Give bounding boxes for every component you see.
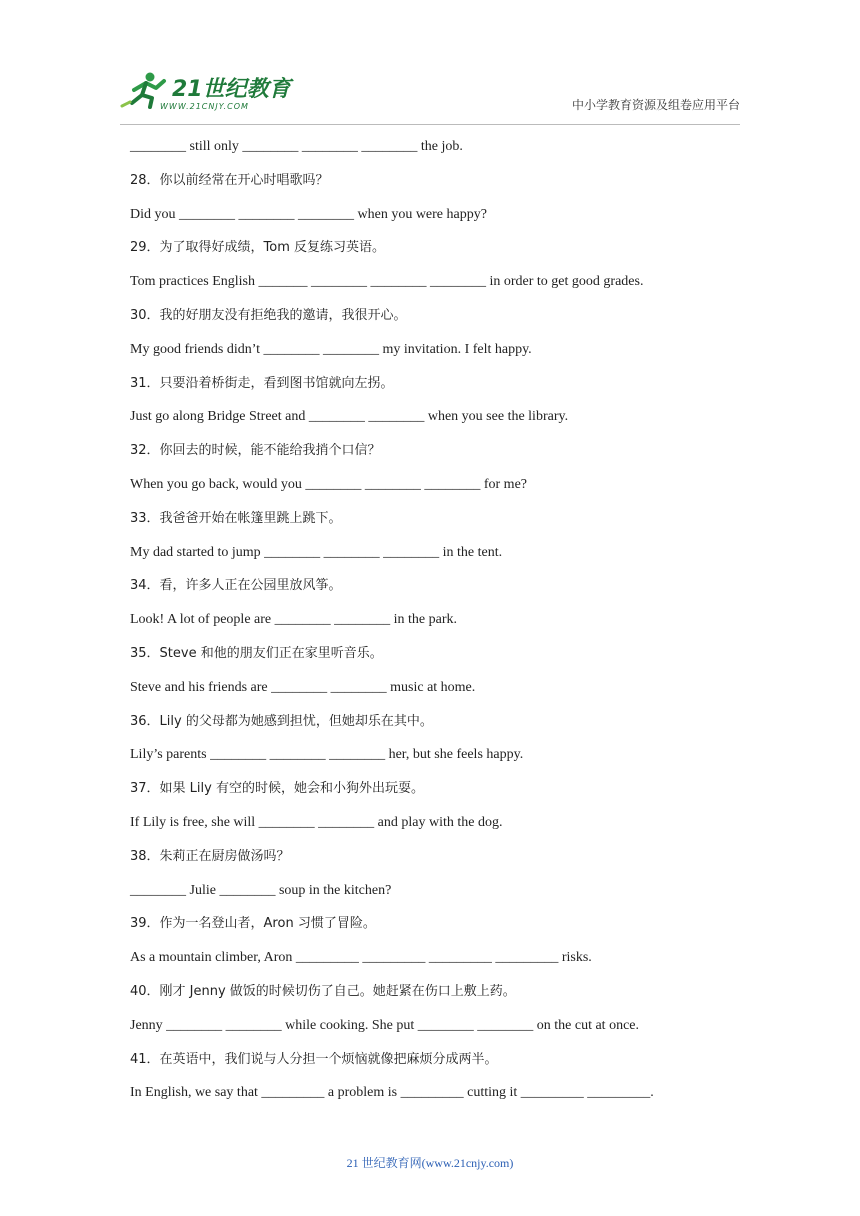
question-prompt: 31．只要沿着桥街走，看到图书馆就向左拐。 (130, 375, 394, 391)
header-divider (120, 124, 740, 125)
question-prompt: 38．朱莉正在厨房做汤吗？ (130, 848, 290, 864)
question-prompt: 39．作为一名登山者，Aron 习惯了冒险。 (130, 916, 376, 932)
answer-line: My dad started to jump ________ ________ ________ in the tent. (130, 544, 503, 560)
question-prompt: 37．如果 Lily 有空的时候，她会和小狗外出玩耍。 (130, 781, 424, 797)
question-prompt: 32．你回去的时候，能不能给我捎个口信？ (130, 443, 381, 459)
answer-line: As a mountain climber, Aron _________ _________ _________ _________ risks. (130, 950, 592, 966)
question-prompt: 33．我爸爸开始在帐篷里跳上跳下。 (130, 510, 342, 526)
question-prompt: 34．看，许多人正在公园里放风筝。 (130, 578, 342, 594)
answer-line: ________ Julie ________ soup in the kitchen? (130, 882, 392, 898)
answer-line: My good friends didn’t ________ ________ my invitation. I felt happy. (130, 341, 532, 357)
platform-tagline: 中小学教育资源及组卷应用平台 (571, 98, 740, 112)
answer-line: Did you ________ ________ ________ when you were happy? (130, 206, 487, 222)
answer-line: In English, we say that _________ a problem is _________ cutting it _________ _________. (130, 1085, 654, 1101)
answer-line: Tom practices English _______ ________ ________ ________ in order to get good grades. (130, 274, 644, 290)
site-logo[interactable] (120, 66, 300, 114)
exercise-list (130, 137, 750, 1117)
footer-link[interactable]: 21 世纪教育网(www.21cnjy.com) (346, 1156, 514, 1170)
answer-line: Steve and his friends are ________ ________ music at home. (130, 679, 476, 695)
answer-line: Lily’s parents ________ ________ ________ her, but she feels happy. (130, 747, 524, 763)
question-prompt: 36．Lily 的父母都为她感到担忧，但她却乐在其中。 (130, 713, 433, 729)
question-prompt: 41．在英语中，我们说与人分担一个烦恼就像把麻烦分成两半。 (130, 1051, 498, 1067)
question-prompt: 35．Steve 和他的朋友们正在家里听音乐。 (130, 645, 383, 661)
page-header (120, 66, 740, 126)
answer-line: Just go along Bridge Street and ________ ________ when you see the library. (130, 409, 569, 425)
question-prompt: 30．我的好朋友没有拒绝我的邀请，我很开心。 (130, 307, 407, 323)
answer-line: If Lily is free, she will ________ ________ and play with the dog. (130, 814, 503, 830)
logo-text: 21世纪教育 (172, 77, 291, 102)
question-prompt: 40．刚才 Jenny 做饭的时候切伤了自己。她赶紧在伤口上敷上药。 (130, 983, 516, 999)
answer-line: When you go back, would you ________ ________ ________ for me? (130, 476, 527, 492)
question-prompt: 28．你以前经常在开心时唱歌吗？ (130, 172, 329, 188)
logo-url: WWW.21CNJY.COM (160, 102, 249, 111)
answer-line: Jenny ________ ________ while cooking. She put ________ ________ on the cut at once. (130, 1017, 639, 1033)
question-prompt: 29．为了取得好成绩，Tom 反复练习英语。 (130, 240, 386, 256)
answer-line: Look! A lot of people are ________ ________ in the park. (130, 612, 457, 628)
answer-line: ________ still only ________ ________ ________ the job. (130, 139, 463, 154)
